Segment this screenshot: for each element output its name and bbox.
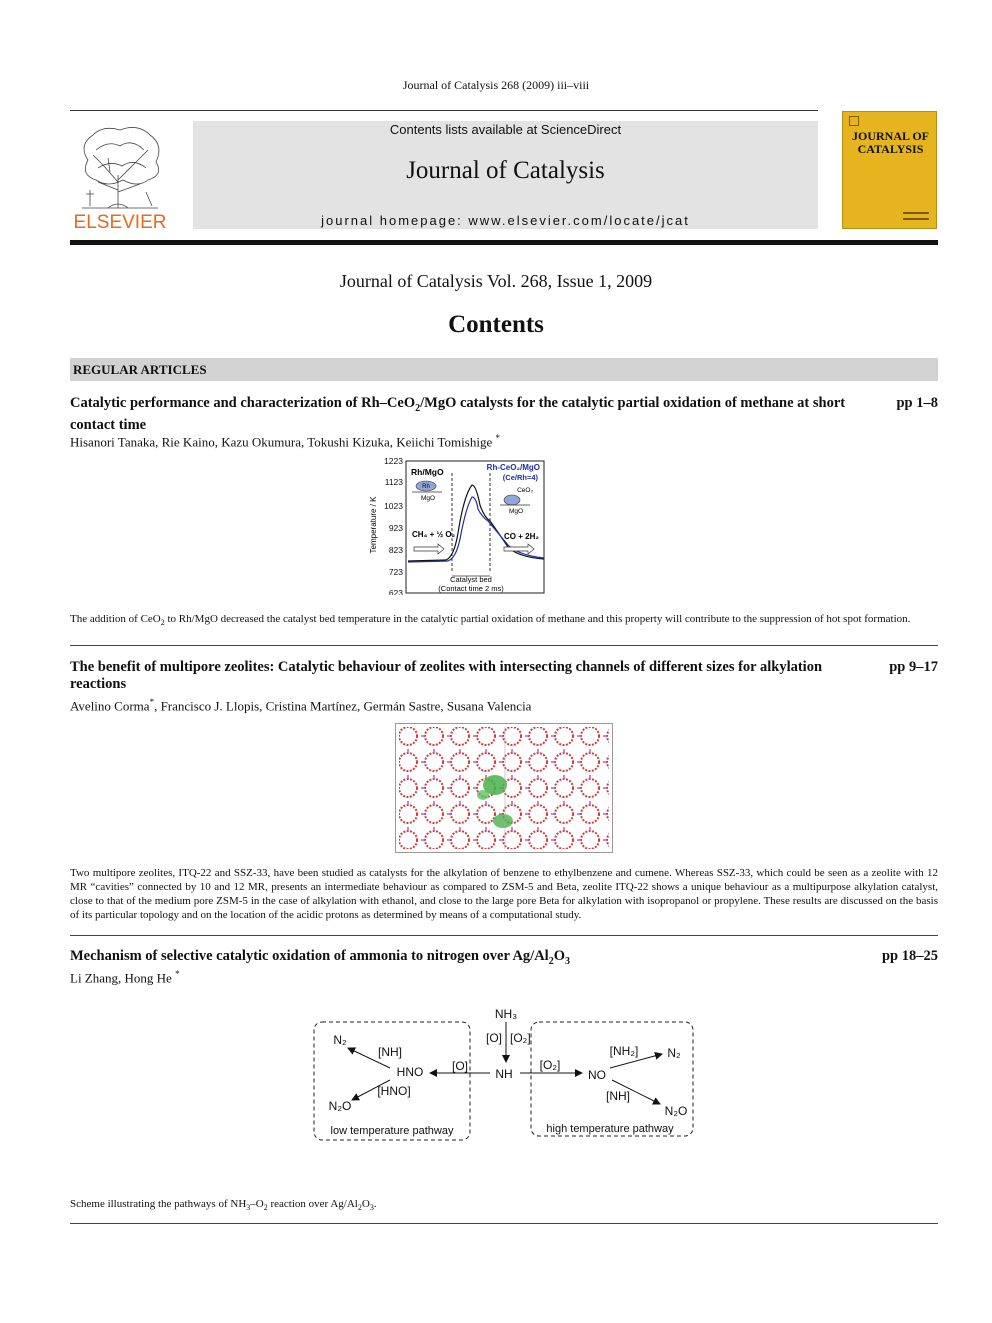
y-tick: 1123 (384, 477, 403, 487)
legend-rh-ceo2-mgo: Rh-CeO₂/MgO (486, 463, 540, 472)
label-o: [O] (485, 1031, 502, 1045)
article-pages[interactable]: pp 9–17 (889, 659, 938, 675)
article-title[interactable]: Catalytic performance and characterization of Rh–CeO$_2$/MgO catalysts for the catalytic partial oxidation of methane at short contact time (70, 395, 846, 433)
label-nh-right: [NH] (606, 1089, 630, 1103)
corresponding-author-mark[interactable]: * (495, 433, 500, 443)
label-contact-time: (Contact time 2 ms) (438, 584, 504, 593)
tree-emblem (68, 120, 172, 232)
article-pages[interactable]: pp 18–25 (881, 948, 938, 964)
species-n2-left: N₂ (333, 1033, 347, 1047)
label-reactants: CH₄ + ½ O₂ (412, 530, 456, 539)
species-n2o-right: N₂O (664, 1104, 688, 1118)
y-tick: 923 (388, 523, 403, 533)
contents-heading: Contents (448, 311, 544, 338)
article-authors: Hisanori Tanaka, Rie Kaino, Kazu Okumura, Tokushi Kizuka, Keiichi Tomishige * (70, 433, 500, 450)
y-tick: 723 (388, 567, 403, 577)
label-mgo-right: MgO (508, 508, 524, 515)
species-n2o-left: N₂O (328, 1099, 352, 1113)
article-abstract: The addition of CeO$_2$ to Rh/MgO decreased the catalyst bed temperature in the catalytic partial oxidation of methane and this property will contribute to the suppression of hot spot formation. (70, 613, 911, 628)
article-authors: Avelino Corma*, Francisco J. Llopis, Cristina Martínez, Germán Sastre, Susana Valencia (70, 697, 532, 714)
y-tick: 1223 (384, 456, 403, 466)
article-abstract: Two multipore zeolites, ITQ-22 and SSZ-33, have been studied as catalysts for the alkylation of benzene to ethylbenzene and cumene. Whereas SSZ-33, which could be seen as a zeolite with 12 MR “cavities” connected by 10 and 12 MR, presents an intermediate behaviour as compared to ZSM-5 and Beta, zeolite ITQ-22 shows a unique behaviour as a multipurpose alkylation catalyst, close to that of the medium pore ZSM-5 in the case of alkylation with ethanol, and close to the large pore Beta for alkylation with isopropanol or propylene. These results are discussed on the basis of its particular topology and on the location of the acidic protons as determined by means of a computational study. (70, 867, 938, 921)
y-tick: 1023 (384, 501, 403, 511)
article-title[interactable]: The benefit of multipore zeolites: Catalytic behaviour of zeolites with intersecting channels of different sizes for alkylation reactions (70, 659, 823, 692)
label-o2: [O₂] (510, 1031, 531, 1045)
article-title[interactable]: Mechanism of selective catalytic oxidation of ammonia to nitrogen over $Ag/Al_2O_3$ (70, 948, 570, 967)
header-thick-rule (70, 240, 938, 245)
journal-name: Journal of Catalysis (406, 157, 605, 184)
species-nh3: NH₃ (494, 1007, 518, 1021)
species-nh: NH (495, 1067, 513, 1081)
corresponding-author-mark[interactable]: * (175, 969, 180, 979)
label-nh2-right: [NH₂] (609, 1044, 639, 1058)
article-pages[interactable]: pp 1–8 (896, 395, 938, 411)
label-nh-left: [NH] (378, 1045, 402, 1059)
y-tick: 823 (388, 545, 403, 555)
cover-title-line1: JOURNAL OF (851, 129, 929, 143)
article-abstract: Scheme illustrating the pathways of $NH_3-O_2$ reaction over $Ag/Al_2O_3$. (70, 1198, 377, 1213)
cover-emblem-icon (849, 116, 859, 126)
label-catalyst-bed: Catalyst bed (450, 575, 492, 584)
elsevier-logo[interactable] (68, 120, 172, 232)
section-bar (70, 358, 938, 381)
cover-rule (903, 212, 929, 214)
article-separator (70, 1223, 938, 1224)
journal-homepage[interactable]: journal homepage: www.elsevier.com/locate/jcat (321, 213, 690, 228)
contents-available[interactable]: Contents lists available at ScienceDirect (389, 122, 622, 137)
article-authors: Li Zhang, Hong He * (70, 969, 180, 986)
running-head: Journal of Catalysis 268 (2009) iii–viii (402, 78, 590, 92)
issue-line: Journal of Catalysis Vol. 268, Issue 1, 2009 (339, 271, 653, 291)
graphical-abstract-temperature-plot (368, 455, 548, 595)
y-axis-label: Temperature / K (369, 496, 378, 554)
header-rule (70, 110, 818, 111)
label-products: CO + 2H₂ (504, 532, 539, 541)
high-temperature-box (531, 1022, 693, 1136)
label-rh: Rh (422, 484, 430, 490)
label-high-temperature: high temperature pathway (546, 1123, 674, 1135)
label-ceo2: CeO₂ (517, 487, 533, 494)
article-separator (70, 645, 938, 646)
legend-ratio: (Ce/Rh=4) (502, 473, 538, 482)
label-o2-right: [O₂] (539, 1058, 561, 1072)
reaction-scheme (300, 1000, 700, 1150)
legend-rh-mgo: Rh/MgO (411, 467, 444, 477)
species-hno: HNO (396, 1065, 424, 1079)
article-separator (70, 935, 938, 936)
journal-cover[interactable] (842, 111, 937, 229)
species-n2-right: N₂ (667, 1046, 681, 1060)
y-tick: 623 (388, 588, 403, 595)
species-no: NO (588, 1068, 606, 1082)
label-mgo-left: MgO (420, 495, 436, 502)
label-low-temperature: low temperature pathway (330, 1125, 454, 1137)
label-hno-bracket: [HNO] (377, 1084, 411, 1098)
journal-banner (193, 121, 818, 229)
elsevier-wordmark: ELSEVIER (73, 212, 167, 232)
cover-rule (903, 218, 929, 220)
graphical-abstract-zeolite-structure (395, 723, 613, 853)
label-o-mid: [O] (451, 1059, 469, 1073)
corresponding-author-mark[interactable]: * (149, 697, 155, 707)
section-label: REGULAR ARTICLES (73, 362, 207, 377)
cover-title-line2: CATALYSIS (857, 142, 924, 156)
